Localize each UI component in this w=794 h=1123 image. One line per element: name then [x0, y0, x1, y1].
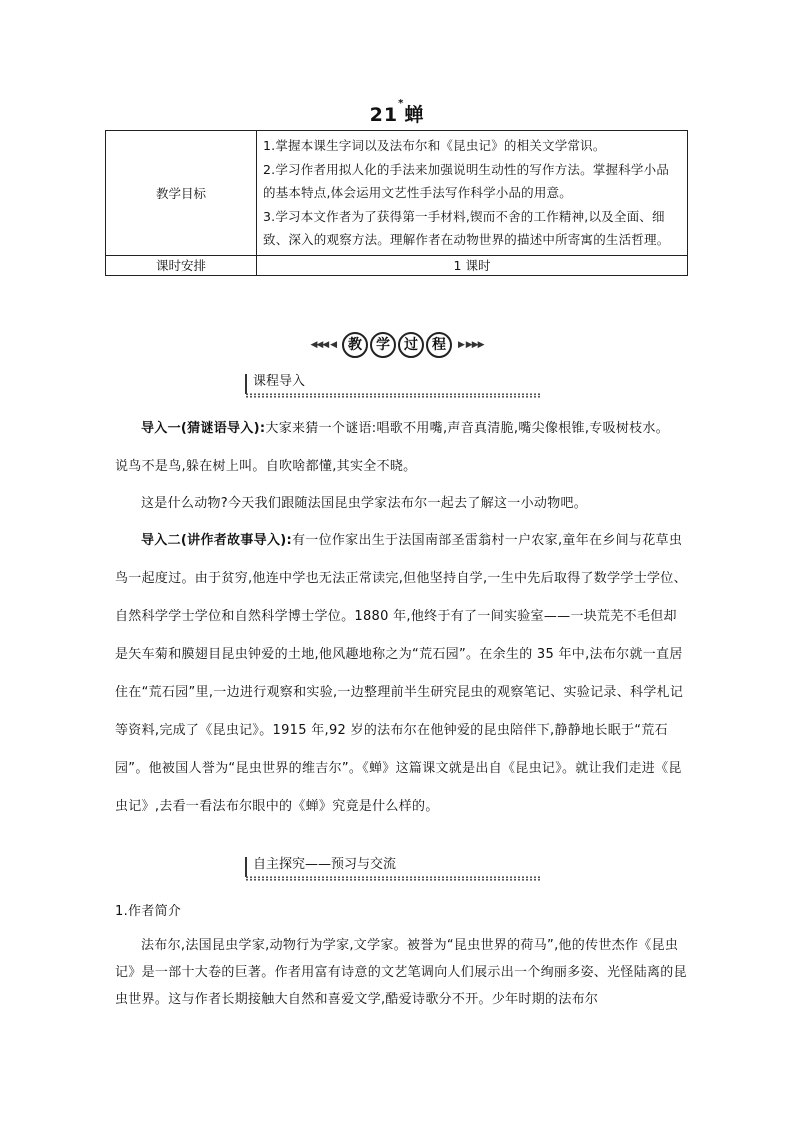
intro-4-text: 有一位作家出生于法国南部圣雷翁村一户农家,童年在乡间与花草虫鸟一起度过。由于贫穷,他连中学也无法正常读完,但他坚持自学,一生中先后取得了数学学士学位、自然科学学士学位和自然科学博士学位。1880 年,他终于有了一间实验室——一块荒芜不毛但却是矢车菊和膜翅目昆虫钟爱的土地,他风趣地称之为“荒石园”。在余生的 35 年中,法布尔就一直居住在“荒石园”里,一边进行观察和实验,一边整理前半生研究昆虫的观察笔记、实验记录、科学札记等资料,完成了《昆虫记》。1915 年,92 岁的法布尔在他钟爱的昆虫陪伴下,静静地长眠于“荒石园”。他被国人誉为“昆虫世界的维吉尔”。《蝉》这篇课文就是出自《昆虫记》。就让我们走进《昆虫记》,去看一看法布尔眼中的《蝉》究竟是什么样的。	[115, 533, 687, 814]
goals-row	[106, 131, 688, 256]
lesson-title	[0, 100, 794, 127]
section-heading-text: 自主探究——预习与交流	[253, 857, 397, 872]
dotted-underline	[245, 393, 541, 398]
intro-paragraph-2: 说鸟不是鸟,躲在树上叫。自吹啥都懂,其实全不晓。	[115, 459, 417, 474]
left-arrows-icon: ◀◀◀ ◀	[310, 340, 336, 350]
banner-char-4: 程	[426, 332, 452, 358]
dotted-underline	[245, 876, 541, 881]
goal-label: 教学目标	[106, 131, 257, 256]
intro-paragraph-4	[115, 522, 687, 826]
lesson-name: 蝉	[404, 104, 425, 126]
goal-item-2: 2.学习作者用拟人化的手法来加强说明生动性的写作方法。掌握科学小品的基本特点,体会运用文艺性手法写作科学小品的用意。	[263, 161, 670, 200]
heading-bar-icon	[245, 374, 247, 394]
banner-char-1: 教	[342, 332, 368, 358]
intro-paragraph-1	[115, 410, 687, 448]
intro-paragraph-3: 这是什么动物?今天我们跟随法国昆虫学家法布尔一起去了解这一小动物吧。	[141, 496, 588, 511]
teaching-process-banner	[0, 328, 794, 362]
goal-item-3: 3.学习本文作者为了获得第一手材料,锲而不舍的工作精神,以及全面、细致、深入的观察方法。理解作者在动物世界的描述中所寄寓的生活哲理。	[263, 208, 670, 247]
time-label: 课时安排	[106, 255, 257, 275]
goal-item-1: 1.掌握本课生字词以及法布尔和《昆虫记》的相关文学常识。	[263, 138, 606, 153]
section-heading-explore	[245, 855, 541, 877]
banner-char-3: 过	[398, 332, 424, 358]
section-heading-text: 课程导入	[253, 374, 306, 389]
goal-content	[257, 131, 688, 256]
time-row	[106, 255, 688, 275]
intro-1-text: 大家来猜一个谜语:唱歌不用嘴,声音真清脆,嘴尖像根锥,专吸树枝水。	[265, 421, 670, 436]
section-heading-intro	[245, 372, 541, 394]
lesson-optional-mark: *	[398, 98, 405, 109]
banner-title	[342, 332, 452, 358]
time-value: 1 课时	[257, 255, 688, 275]
banner-char-2: 学	[370, 332, 396, 358]
author-intro-subtitle: 1.作者简介	[115, 904, 182, 919]
author-intro-paragraph: 法布尔,法国昆虫学家,动物行为学家,文学家。被誉为“昆虫世界的荷马”,他的传世杰作《昆虫记》是一部十大卷的巨著。作者用富有诗意的文艺笔调向人们展示出一个绚丽多姿、光怪陆离的昆虫世界。这与作者长期接触大自然和喜爱文学,酷爱诗歌分不开。少年时期的法布尔	[115, 938, 687, 1007]
heading-bar-icon	[245, 857, 247, 877]
right-arrows-icon: ▶ ▶▶▶	[458, 340, 484, 350]
goals-table	[105, 130, 688, 276]
lesson-number: 21	[369, 104, 399, 126]
intro-4-lead: 导入二(讲作者故事导入):	[141, 533, 292, 548]
intro-1-lead: 导入一(猜谜语导入):	[141, 421, 266, 436]
